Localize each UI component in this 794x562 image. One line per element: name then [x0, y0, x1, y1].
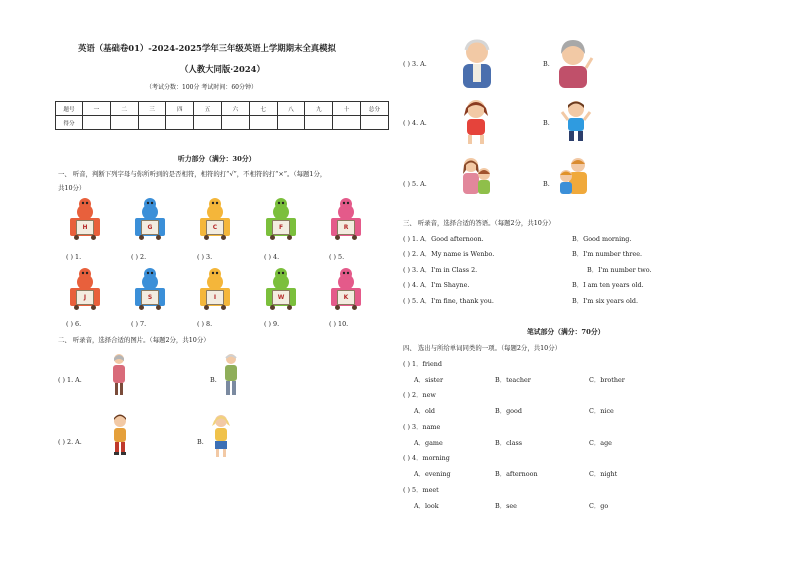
train-card	[329, 266, 363, 312]
letter-card: I	[206, 290, 224, 305]
section4-instruction: 四、 选出与所给单词同类的一项。（每题2分，共10分）	[403, 344, 562, 352]
crying-girl-image	[458, 96, 494, 146]
table-cell: 六	[221, 102, 249, 116]
section4-option-a: A．game	[414, 438, 443, 447]
section1-instruction: 一、 听音，判断下列字母与你所听到的是否相符，相符的打“√”，不相符的打“×”。（每题1分，	[58, 170, 327, 178]
owl-icon	[68, 196, 102, 220]
table-cell: 一	[83, 102, 111, 116]
table-cell: 五	[194, 102, 222, 116]
section2-q2-b: B.	[197, 438, 204, 446]
section4-option-c: C．nice	[589, 407, 614, 416]
table-cell[interactable]	[138, 116, 166, 130]
letter-card: K	[337, 290, 355, 305]
table-cell: 八	[277, 102, 305, 116]
score-table-header-row	[56, 102, 389, 116]
section4-option-a: A．sister	[414, 376, 444, 384]
section4-option-c: C．brother	[589, 376, 625, 384]
section4-option-b: B．teacher	[495, 376, 531, 384]
section4-option-b: B．good	[495, 407, 522, 416]
rabbit-icon	[329, 196, 363, 220]
q1-number: ( ) 1.	[66, 253, 82, 261]
section3-option-a: ( ) 4. A．I'm Shayne.	[403, 281, 470, 289]
column-gap	[396, 40, 397, 520]
train-card	[68, 196, 102, 242]
q10-number: ( ) 10.	[329, 320, 349, 328]
section1-instruction-cont: 共10分）	[58, 184, 86, 192]
section4-option-b: B．afternoon	[495, 470, 538, 479]
boy-image	[108, 412, 132, 458]
table-cell[interactable]	[305, 116, 333, 130]
section4-option-b: B．class	[495, 438, 523, 447]
grandma-image	[552, 38, 594, 90]
writing-heading: 笔试部分（满分：70分）	[527, 328, 605, 336]
section3-option-a: ( ) 2. A．My name is Wenbo.	[403, 250, 495, 258]
score-table	[55, 101, 389, 130]
fox-icon	[264, 196, 298, 220]
table-cell[interactable]	[166, 116, 194, 130]
table-cell[interactable]	[249, 116, 277, 130]
section4-option-a: A．evening	[414, 470, 451, 479]
paper-title: 英语（基础卷01）-2024-2025学年三年级英语上学期期末全真模拟	[78, 43, 336, 53]
table-cell: 十	[333, 102, 361, 116]
happy-boy-image	[560, 98, 592, 144]
table-cell: 二	[110, 102, 138, 116]
table-cell[interactable]	[333, 116, 361, 130]
table-cell[interactable]	[83, 116, 111, 130]
section2-q1: ( ) 1. A.	[58, 376, 82, 384]
dinosaur-icon	[198, 266, 232, 290]
letter-card: F	[272, 220, 290, 235]
letter-card: R	[337, 220, 355, 235]
table-cell: 得分	[56, 116, 83, 130]
section4-option-a: A．look	[414, 501, 439, 510]
woman-image	[108, 352, 130, 398]
section3-option-a: ( ) 1. A．Good afternoon.	[403, 235, 484, 243]
table-cell[interactable]	[110, 116, 138, 130]
listening-heading: 听力部分（满分：30分）	[178, 155, 256, 163]
section2-q4: ( ) 4. A.	[403, 119, 427, 127]
table-cell[interactable]	[221, 116, 249, 130]
section2-q5: ( ) 5. A.	[403, 180, 427, 188]
table-cell: 总分	[360, 102, 388, 116]
section3-option-b: B．I'm number two.	[587, 266, 652, 274]
koala-icon	[329, 266, 363, 290]
train-card	[68, 266, 102, 312]
section2-q2: ( ) 2. A.	[58, 438, 82, 446]
letter-card: S	[141, 290, 159, 305]
train-card	[329, 196, 363, 242]
section2-q4-b: B.	[543, 119, 550, 127]
table-cell[interactable]	[277, 116, 305, 130]
section3-option-a: ( ) 3. A．I'm in Class 2.	[403, 266, 478, 274]
section4-question: ( ) 3．name	[403, 422, 441, 431]
mother-daughter-image	[460, 156, 494, 196]
section4-option-c: C．age	[589, 438, 612, 447]
section2-q1-b: B.	[210, 376, 217, 384]
section3-instruction: 三、 听录音，选择合适的答语。（每题2分，共10分）	[403, 219, 555, 227]
letter-card: C	[206, 220, 224, 235]
table-cell: 九	[305, 102, 333, 116]
girl-image	[208, 412, 234, 462]
father-son-image	[556, 156, 590, 196]
section2-q3-b: B.	[543, 60, 550, 68]
section4-question: ( ) 1．friend	[403, 360, 442, 368]
section3-option-b: B．I am ten years old.	[572, 281, 644, 289]
q3-number: ( ) 3.	[197, 253, 213, 261]
section4-option-a: A．old	[414, 407, 435, 416]
q5-number: ( ) 5.	[329, 253, 345, 261]
q2-number: ( ) 2.	[131, 253, 147, 261]
section4-question: ( ) 2．new	[403, 391, 436, 400]
section3-option-a: ( ) 5. A．I'm fine, thank you.	[403, 297, 494, 305]
paper-subtitle: （人教大同版·2024）	[180, 64, 265, 74]
train-card	[198, 266, 232, 312]
section4-option-b: B．see	[495, 501, 517, 510]
section2-q5-b: B.	[543, 180, 550, 188]
table-cell[interactable]	[194, 116, 222, 130]
table-cell: 四	[166, 102, 194, 116]
grandpa-image	[456, 38, 498, 90]
section4-question: ( ) 4．morning	[403, 454, 450, 463]
section3-option-b: B．I'm number three.	[572, 250, 643, 258]
table-cell: 七	[249, 102, 277, 116]
whale-icon	[264, 266, 298, 290]
table-cell[interactable]	[360, 116, 388, 130]
q4-number: ( ) 4.	[264, 253, 280, 261]
section2-q3: ( ) 3. A.	[403, 60, 427, 68]
letter-card: G	[141, 220, 159, 235]
train-card	[133, 266, 167, 312]
section3-option-b: B．Good morning.	[572, 235, 632, 243]
section3-option-b: B．I'm six years old.	[572, 297, 639, 305]
section4-option-c: C．night	[589, 470, 618, 479]
table-cell: 三	[138, 102, 166, 116]
letter-card: W	[272, 290, 290, 305]
section4-question: ( ) 5．meet	[403, 485, 439, 494]
grandpa-image	[220, 352, 242, 398]
exam-info: （考试分数：100分 考试时间：60分钟）	[146, 84, 257, 91]
train-card	[264, 196, 298, 242]
score-table-score-row	[56, 116, 389, 130]
letter-card: J	[76, 290, 94, 305]
q7-number: ( ) 7.	[131, 320, 147, 328]
train-card	[198, 196, 232, 242]
q6-number: ( ) 6.	[66, 320, 82, 328]
train-card	[264, 266, 298, 312]
section4-option-c: C．go	[589, 501, 609, 510]
q9-number: ( ) 9.	[264, 320, 280, 328]
giraffe-icon	[133, 196, 167, 220]
q8-number: ( ) 8.	[197, 320, 213, 328]
letter-card: H	[76, 220, 94, 235]
snail-icon	[133, 266, 167, 290]
octopus-icon	[68, 266, 102, 290]
cat-icon	[198, 196, 232, 220]
section2-instruction: 二、 听录音，选择合适的图片。（每题2分，共10分）	[58, 336, 210, 344]
table-cell: 题号	[56, 102, 83, 116]
train-card	[133, 196, 167, 242]
